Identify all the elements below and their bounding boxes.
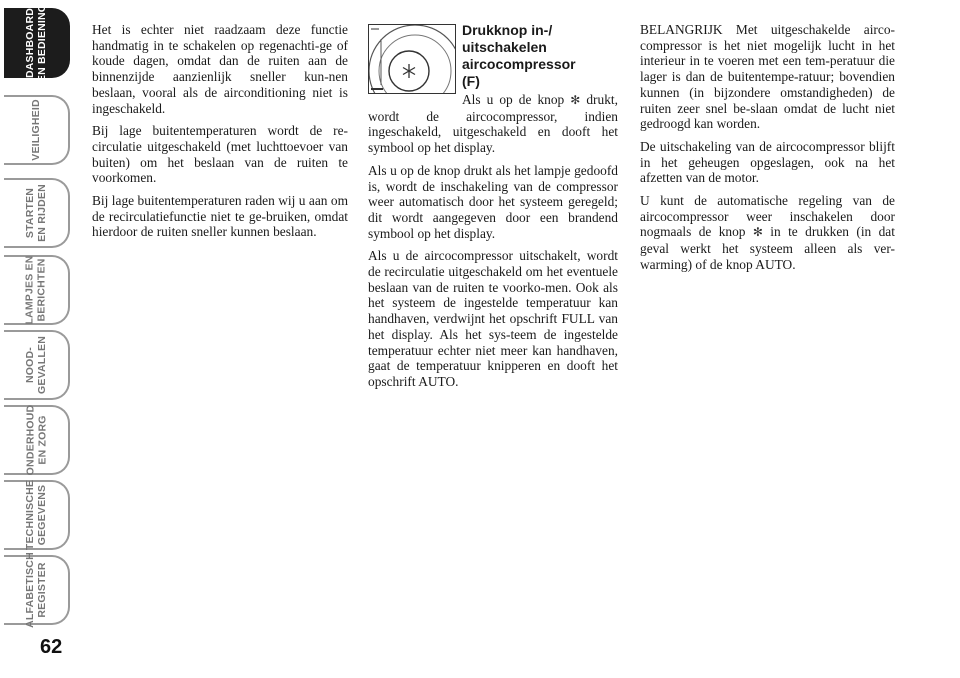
paragraph: Bij lage buitentemperaturen wordt de re-circulatie uitgeschakeld (met luchttoevoer van buiten) om het beslaan van de ruiten te voorkomen.: [92, 123, 348, 186]
text-column-1: [92, 22, 348, 247]
paragraph: [640, 193, 895, 273]
tab-technische[interactable]: [4, 480, 70, 550]
ac-button-illustration: [369, 25, 456, 94]
text-column-2: [368, 22, 618, 397]
chapter-tabs: [0, 0, 72, 678]
paragraph: Als u de aircocompressor uitschakelt, wordt de recirculatie uitgeschakeld om het eventuele beslaan van de ruiten te voorko-men. Ook als het systeem de ingestelde temperatuur kan handhaven, verdwijnt het opschrift FULL van het display. Als het sys-teem de ingestelde temperatuur echter niet meer kan handhaven, gaat de temperatuur knipperen en dooft het opschrift AUTO.: [368, 248, 618, 389]
tab-label: DASHBOARD EN BEDIENING: [24, 3, 48, 83]
tab-label: ONDERHOUD EN ZORG: [24, 404, 49, 476]
tab-label: ALFABETISCH REGISTER: [24, 552, 49, 628]
tab-label: LAMPJES EN BERICHTEN: [24, 255, 49, 325]
paragraph-text: in te drukken (in dat geval werkt het systeem alleen als ver-warming) of de knop AUTO.: [640, 224, 895, 272]
tab-label: STARTEN EN RIJDEN: [24, 184, 48, 242]
paragraph-text: Als u op de knop: [462, 92, 565, 107]
paragraph: BELANGRIJK Met uitgeschakelde airco-compressor is het niet mogelijk lucht in het interieur in te voeren met een tem-peratuur die lager is dan de buitentempe-ratuur; bovendien kunnen (in bijzondere omstandigheden) de ruiten zeer snel be-slaan omdat de lucht niet gedroogd kan worden.: [640, 22, 895, 132]
tab-dashboard[interactable]: [4, 3, 70, 83]
tab-veiligheid[interactable]: [4, 95, 70, 165]
tab-register[interactable]: [4, 552, 70, 628]
heading-line: (F): [462, 73, 480, 89]
heading-line: aircocompressor: [462, 56, 576, 72]
heading-line: Drukknop in-/: [462, 22, 553, 38]
paragraph: Bij lage buitentemperaturen raden wij u aan om de recirculatiefunctie niet te ge-bruiken, omdat hierdoor de ruiten sneller kunnen beslaan.: [92, 193, 348, 240]
tab-onderhoud[interactable]: [4, 405, 70, 475]
tab-lampjes[interactable]: [4, 255, 70, 325]
paragraph: De uitschakeling van de aircocompressor blijft in het geheugen opgeslagen, ook na het afzetten van de motor.: [640, 138, 895, 186]
tab-label: NOOD- GEVALLEN: [24, 336, 48, 394]
paragraph: [368, 92, 618, 156]
tab-label: TECHNISCHE GEGEVENS: [24, 479, 49, 551]
tab-starten[interactable]: [4, 178, 70, 248]
snowflake-icon: ✻: [752, 225, 763, 240]
tab-noodgevallen[interactable]: [4, 330, 70, 400]
paragraph-text: U kunt de automatische regeling van de aircocompressor weer inschakelen door nogmaals de knop: [640, 193, 895, 240]
ac-button-figure: [368, 24, 456, 94]
heading-line: uitschakelen: [462, 39, 547, 55]
text-column-3: [640, 22, 895, 280]
page-number: 62: [40, 636, 63, 658]
snowflake-icon: ✻: [570, 93, 581, 107]
paragraph-text: drukt, wordt de aircocompressor, indien ingeschakeld, uitgeschakeld en dooft het symbool op het display.: [368, 92, 618, 156]
tab-label: VEILIGHEID: [29, 99, 42, 161]
paragraph: Het is echter niet raadzaam deze functie handmatig in te schakelen op regenachti-ge of koude dagen, omdat dan de ruiten aan de binnenzijde aanzienlijk sneller kun-nen beslaan, vooral als de airconditioning niet is ingeschakeld.: [92, 22, 348, 116]
paragraph: Als u op de knop drukt als het lampje gedoofd is, wordt de inschakeling van de compressor weer automatisch door het systeem geregeld; dit wordt aangegeven door een brandend symbool op het display.: [368, 162, 618, 241]
